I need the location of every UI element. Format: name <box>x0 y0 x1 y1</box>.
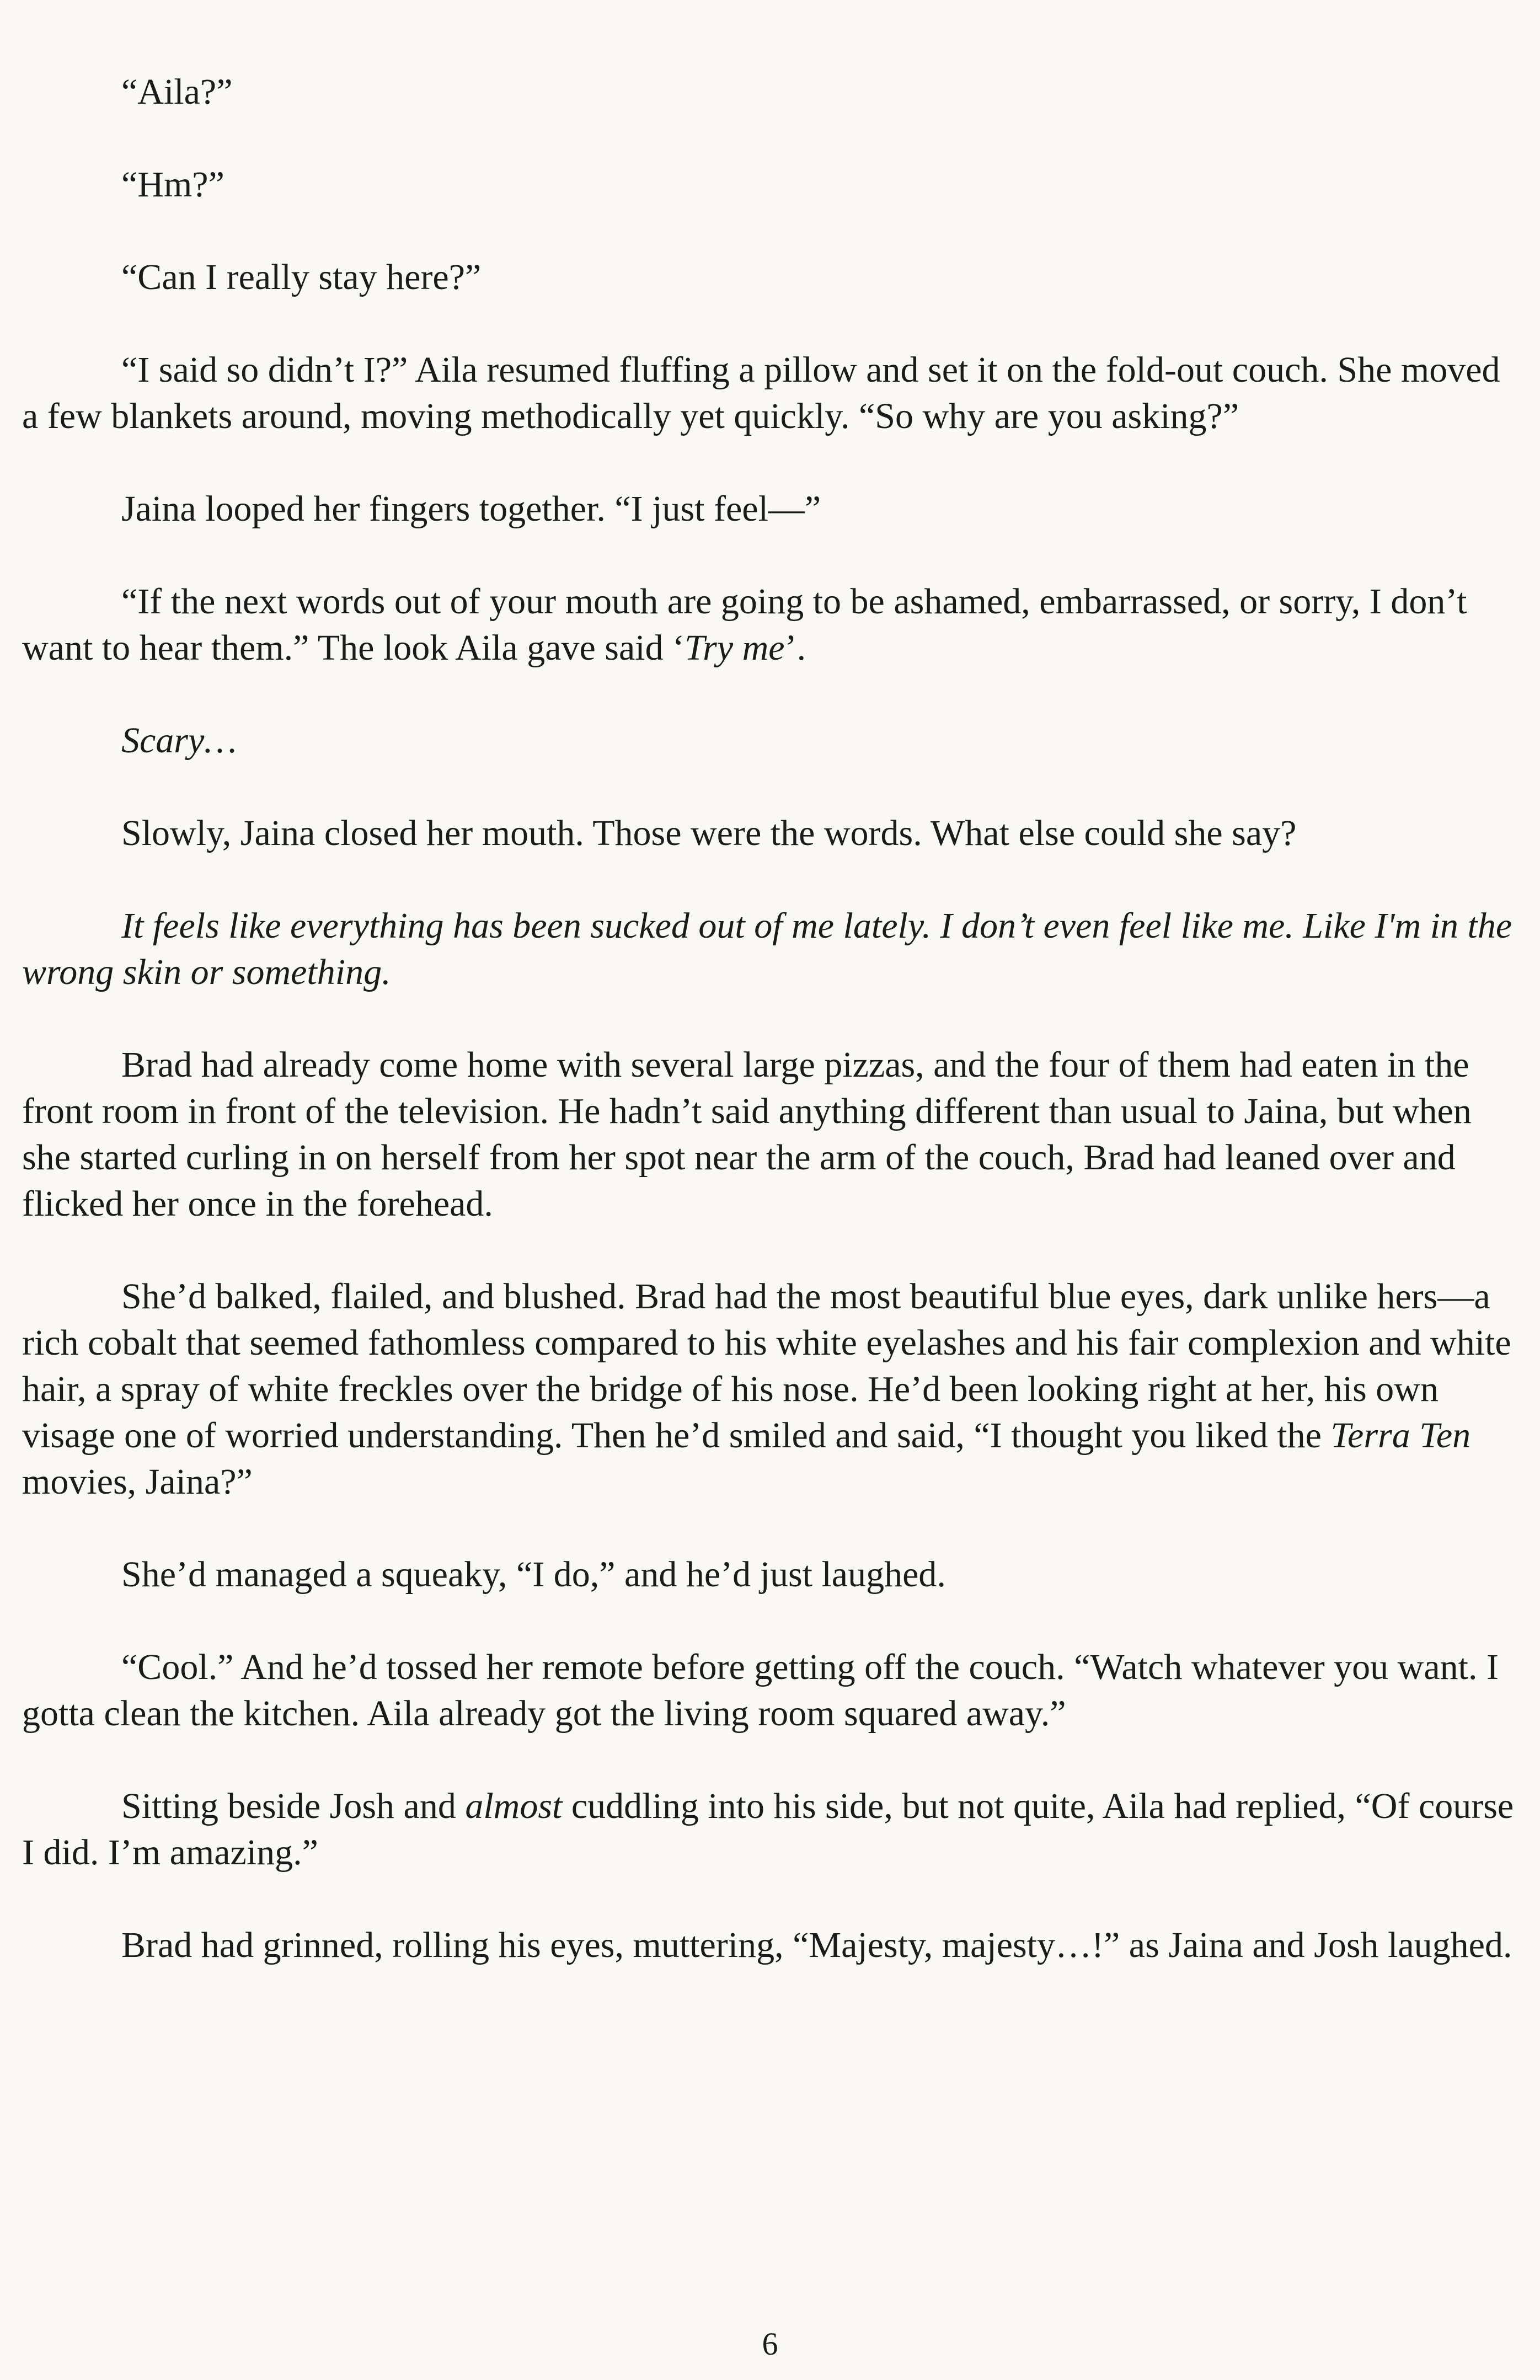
paragraph-8: Slowly, Jaina closed her mouth. Those were the words. What else could she say? <box>121 813 1297 853</box>
paragraph-6: “If the next words out of your mouth are going to be ashamed, embarrassed, or sorry, I don’t want to hear them.” The look Aila gave said ‘Try me’. <box>22 581 1467 668</box>
page-number: 6 <box>762 2326 778 2362</box>
paragraph-15: Brad had grinned, rolling his eyes, muttering, “Majesty, majesty…!” as Jaina and Josh laughed. <box>121 1925 1512 1965</box>
paragraph-3: “Can I really stay here?” <box>121 257 482 297</box>
italic-emphasis: Try me <box>685 628 785 668</box>
paragraph-14: Sitting beside Josh and almost cuddling into his side, but not quite, Aila had replied, “Of course I did. I’m amazing.” <box>22 1786 1514 1873</box>
paragraph-13: “Cool.” And he’d tossed her remote before getting off the couch. “Watch whatever you want. I gotta clean the kitchen. Aila already got the living room squared away.” <box>22 1647 1499 1734</box>
paragraph-2: “Hm?” <box>121 164 224 205</box>
italic-emphasis: Terra Ten <box>1330 1415 1471 1456</box>
italic-emphasis: almost <box>465 1786 563 1826</box>
page-body <box>22 69 1518 1969</box>
paragraph-1: “Aila?” <box>121 72 233 112</box>
paragraph-4: “I said so didn’t I?” Aila resumed fluffing a pillow and set it on the fold-out couch. She moved a few blankets around, moving methodically yet quickly. “So why are you asking?” <box>22 350 1500 436</box>
paragraph-7: Scary… <box>121 720 237 761</box>
paragraph-10: Brad had already come home with several large pizzas, and the four of them had eaten in the front room in front of the television. He hadn’t said anything different than usual to Jaina, but when she started curling in on herself from her spot near the arm of the couch, Brad had leaned over and flicked her once in the forehead. <box>22 1045 1472 1224</box>
paragraph-5: Jaina looped her fingers together. “I just feel—” <box>121 489 821 529</box>
paragraph-9: It feels like everything has been sucked out of me lately. I don’t even feel like me. Like I'm in the wrong skin or something. <box>22 906 1512 992</box>
paragraph-11: She’d balked, flailed, and blushed. Brad had the most beautiful blue eyes, dark unlike hers—a rich cobalt that seemed fathomless compared to his white eyelashes and his fair complexion and white hair, a spray of white freckles over the bridge of his nose. He’d been looking right at her, his own visage one of worried understanding. Then he’d smiled and said, “I thought you liked the Terra Ten movies, Jaina?” <box>22 1276 1511 1502</box>
paragraph-12: She’d managed a squeaky, “I do,” and he’d just laughed. <box>121 1554 946 1595</box>
